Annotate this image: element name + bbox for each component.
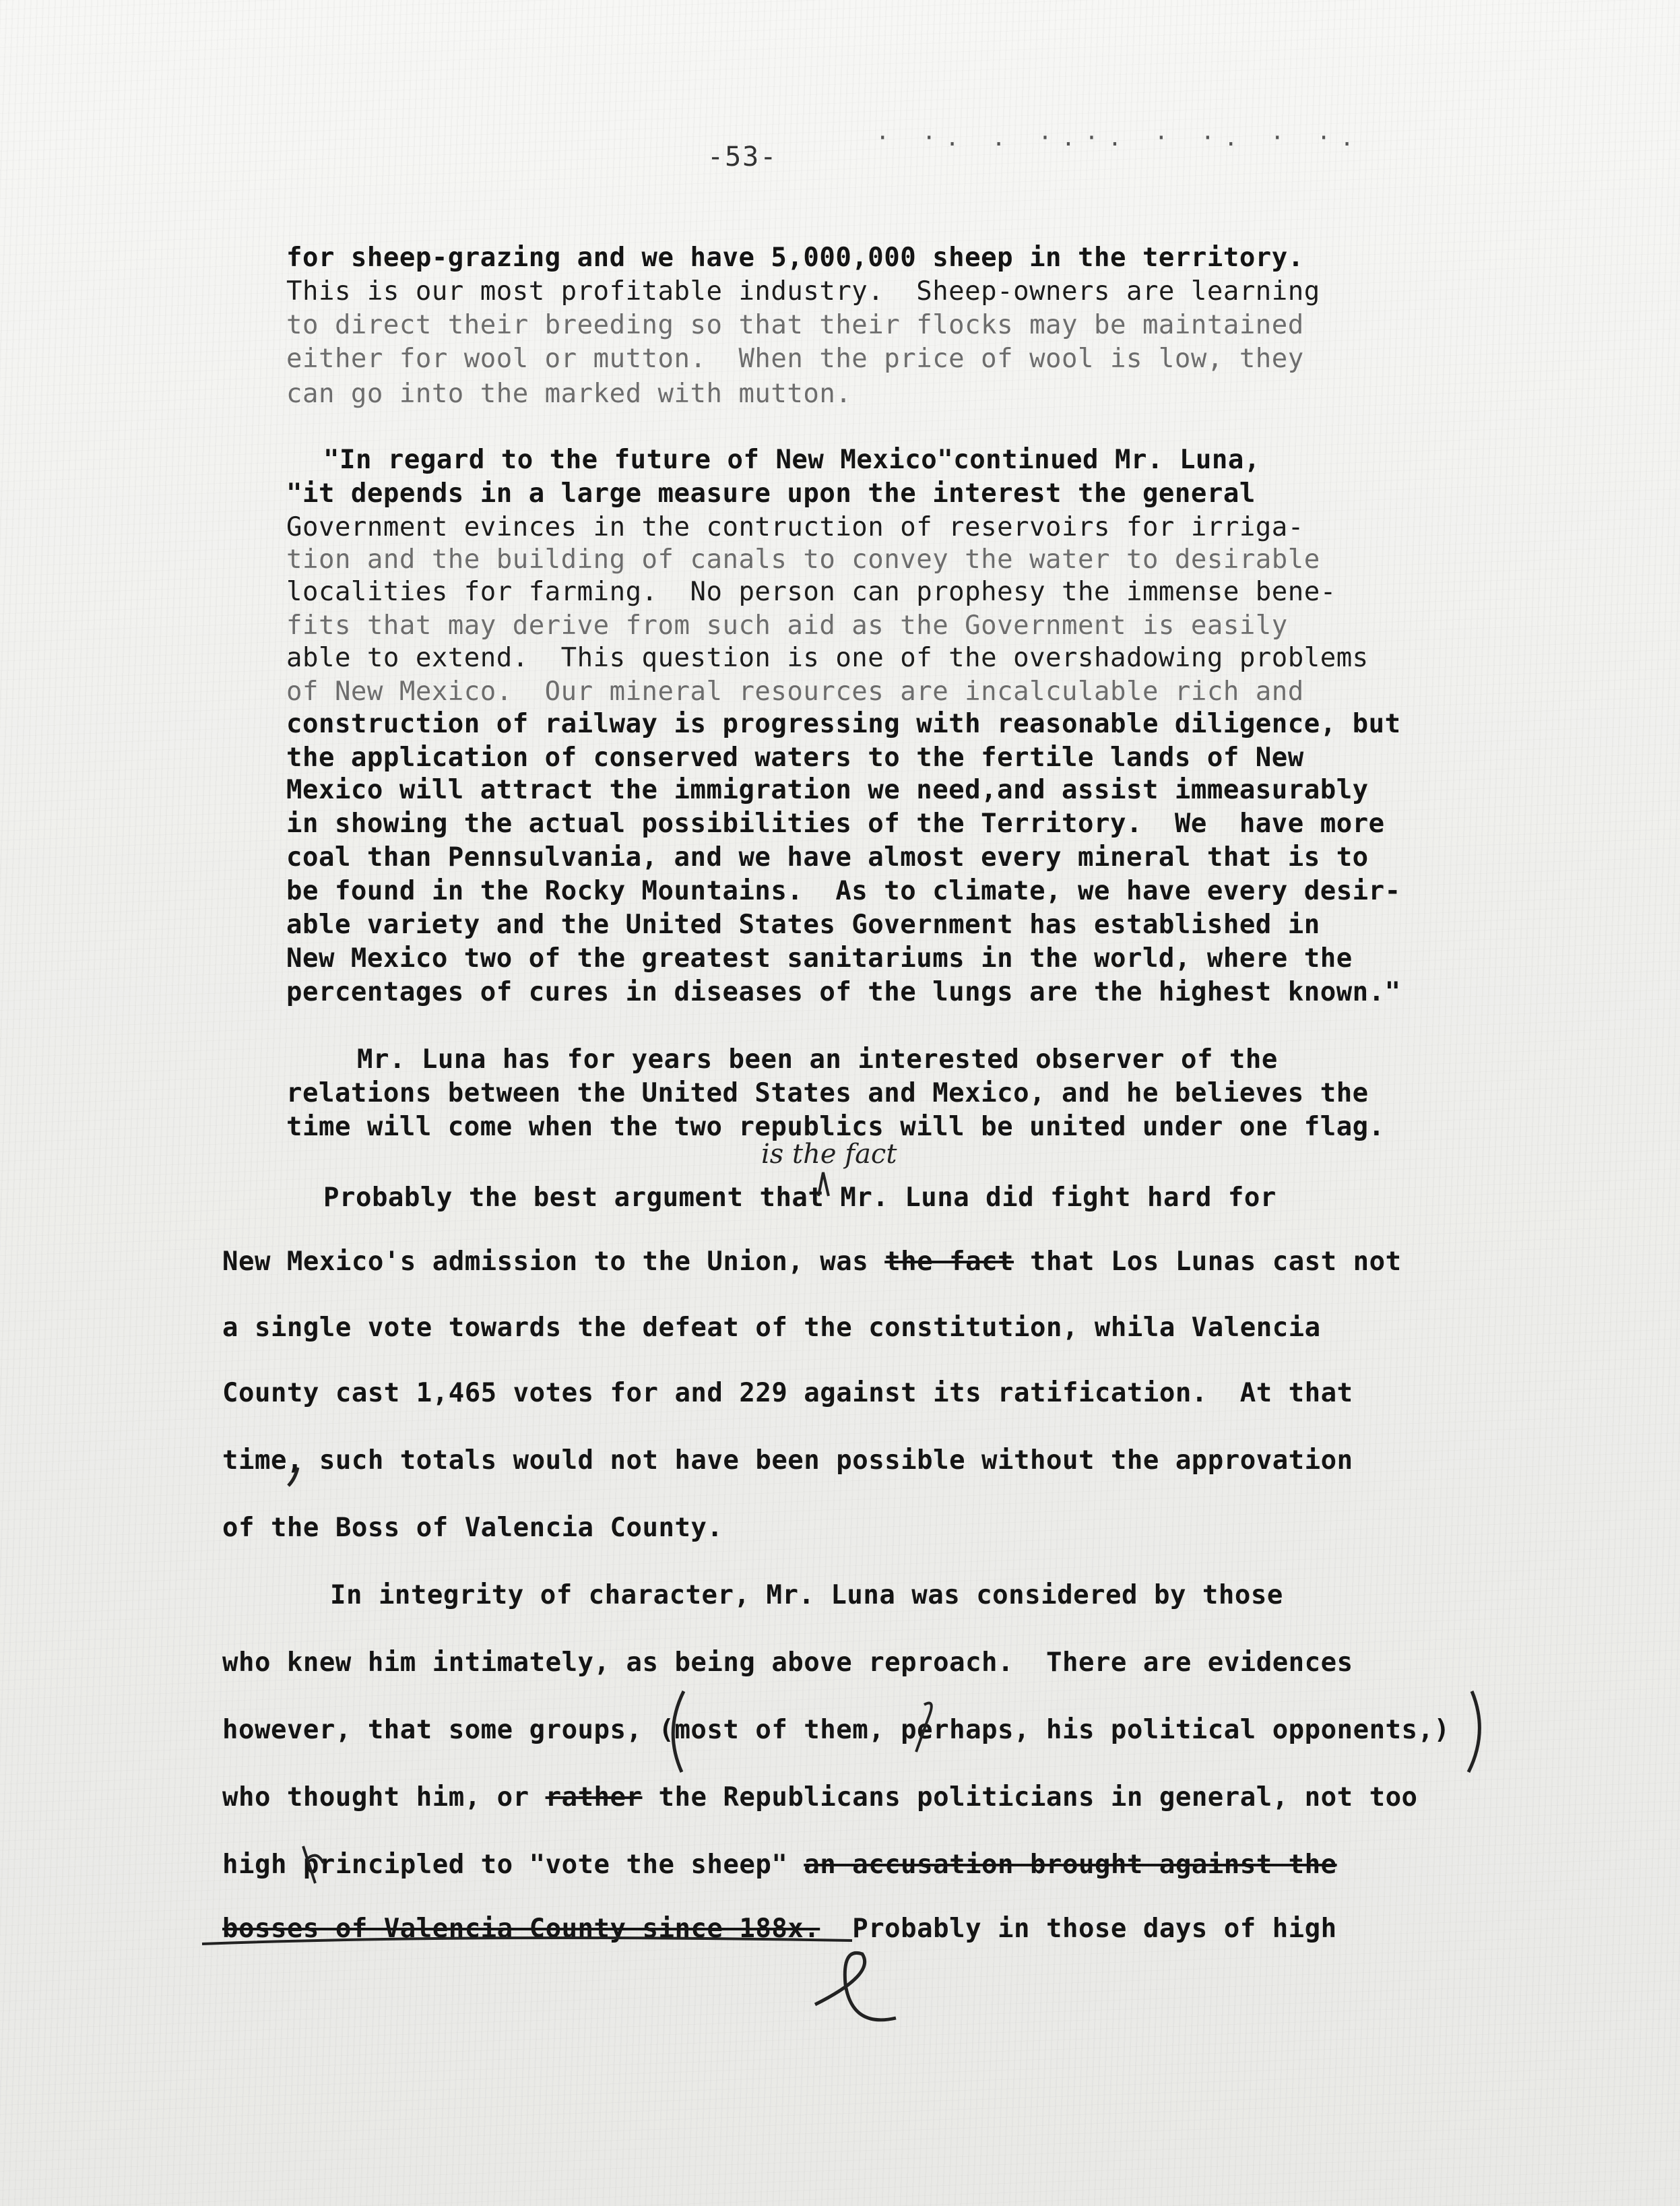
strike-underline: [202, 1938, 852, 1944]
text-line: time, such totals would not have been possible without the approvation: [222, 1445, 1353, 1476]
text-line: "In regard to the future of New Mexico"continued Mr. Luna,: [323, 445, 1260, 475]
text-line: for sheep-grazing and we have 5,000,000 sheep in the territory.: [286, 243, 1304, 273]
text-line: New Mexico two of the greatest sanitariums in the world, where the: [286, 943, 1353, 974]
text-line: either for wool or mutton. When the price of wool is low, they: [286, 344, 1304, 374]
text-line: County cast 1,465 votes for and 229 against its ratification. At that: [222, 1378, 1353, 1408]
text-line: This is our most profitable industry. Sheep-owners are learning: [286, 276, 1320, 307]
text-line: fits that may derive from such aid as the Government is easily: [286, 610, 1288, 641]
close-parenthesis-mark: [1468, 1691, 1479, 1772]
text-line: can go into the marked with mutton.: [286, 379, 852, 409]
page-number: -53-: [707, 141, 778, 172]
text-span: high principled to "vote the sheep": [222, 1850, 804, 1880]
text-line: able to extend. This question is one of the overshadowing problems: [286, 643, 1369, 673]
text-line: be found in the Rocky Mountains. As to climate, we have every desir-: [286, 876, 1401, 906]
text-line: In integrity of character, Mr. Luna was considered by those: [330, 1580, 1283, 1610]
struck-text: rather: [545, 1782, 643, 1813]
text-line: to direct their breeding so that their flocks may be maintained: [286, 310, 1304, 340]
text-span: who thought him, or: [222, 1782, 546, 1813]
open-parenthesis-mark: [673, 1691, 684, 1772]
text-line: percentages of cures in diseases of the lungs are the highest known.": [286, 977, 1401, 1007]
text-line: able variety and the United States Government has established in: [286, 910, 1320, 940]
text-line: of the Boss of Valencia County.: [222, 1513, 723, 1543]
text-span: that Los Lunas cast not: [1014, 1247, 1402, 1277]
text-line: the application of conserved waters to the fertile lands of New: [286, 743, 1304, 773]
text-line: time will come when the two republics will be united under one flag.: [286, 1112, 1385, 1142]
text-line: in showing the actual possibilities of the Territory. We have more: [286, 809, 1385, 839]
text-span: New Mexico's admission to the Union, was: [222, 1247, 885, 1277]
text-line: who knew him intimately, as being above reproach. There are evidences: [222, 1647, 1353, 1678]
hyphen-insert-mark: [303, 1846, 323, 1883]
text-span: Probably in those days of high: [820, 1914, 1337, 1944]
text-line: Mexico will attract the immigration we need,and assist immeasurably: [286, 775, 1369, 805]
comma-insert-mark: [916, 1703, 932, 1753]
text-line: "it depends in a large measure upon the interest the general: [286, 478, 1256, 509]
text-line: construction of railway is progressing with reasonable diligence, but: [286, 709, 1401, 739]
text-line: of New Mexico. Our mineral resources are incalculable rich and: [286, 676, 1304, 707]
comma-mark: [288, 1468, 298, 1486]
text-span: the Republicans politicians in general, not too: [642, 1782, 1418, 1813]
text-line: Mr. Luna has for years been an interested observer of the: [357, 1044, 1278, 1075]
text-line: localities for farming. No person can prophesy the immense bene-: [286, 577, 1336, 607]
text-line: a single vote towards the defeat of the constitution, whila Valencia: [222, 1313, 1321, 1343]
text-line: tion and the building of canals to convey the water to desirable: [286, 544, 1320, 575]
insertion-caret: [818, 1172, 829, 1196]
text-line: Government evinces in the contruction of reservoirs for irriga-: [286, 512, 1304, 542]
text-line: however, that some groups, (most of them, perhaps, his political opponents,): [222, 1715, 1450, 1745]
handwritten-insertion: is the fact: [761, 1139, 897, 1170]
text-line: relations between the United States and Mexico, and he believes the: [286, 1078, 1369, 1108]
scan-specks: · ·. . ·.·. · ·. · ·.: [876, 125, 1363, 152]
struck-text: the fact: [884, 1247, 1014, 1277]
text-line: Probably the best argument that Mr. Luna did fight hard for: [323, 1183, 1277, 1213]
loop-mark: [815, 1953, 896, 2019]
struck-text: an accusation brought against the: [804, 1850, 1337, 1880]
struck-text: bosses of Valencia County since 188x.: [222, 1914, 820, 1944]
text-line: coal than Pennsulvania, and we have almost every mineral that is to: [286, 842, 1369, 873]
